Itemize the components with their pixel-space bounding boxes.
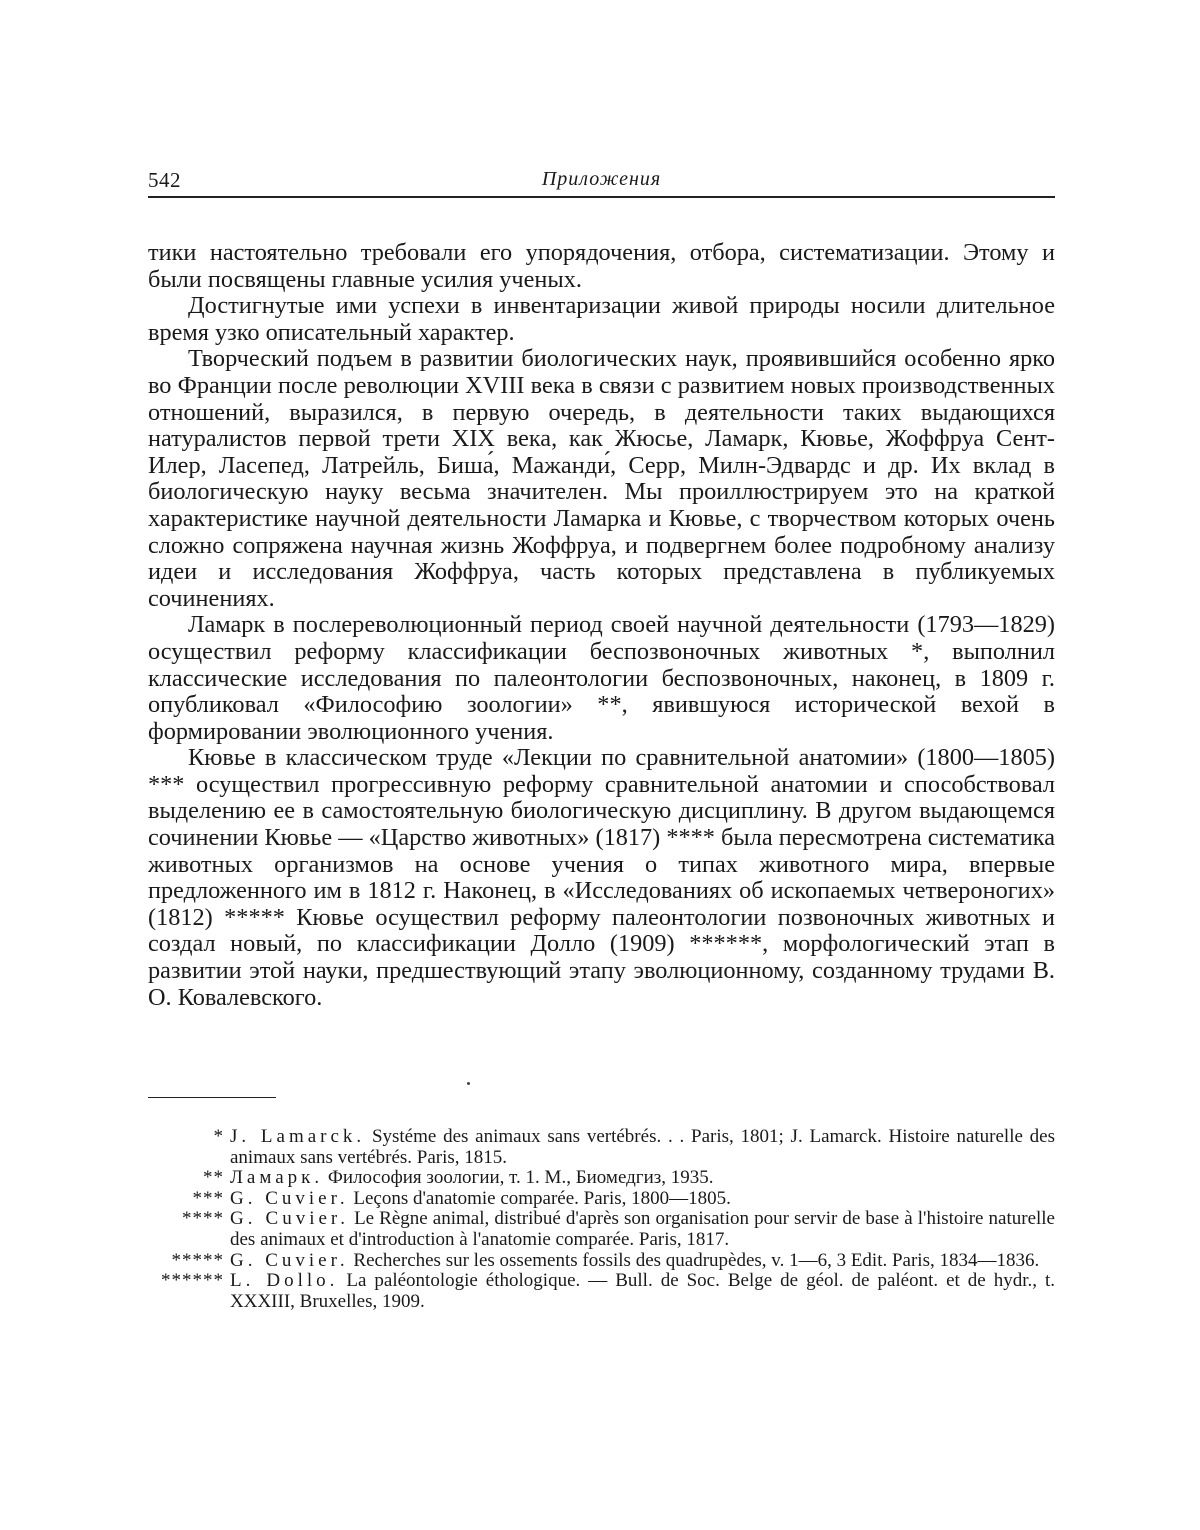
footnote-body: La paléontologie éthologique. — Bull. de Soc. Belge de géol. de paléont. et de hydr., t. XXXIII, Bruxelles, 1909. [230,1270,1056,1312]
paragraph: Кювье в классическом труде «Лекции по сравнительной анатомии» (1800—1805) *** осуществил прогрессивную реформу сравнительной анатомии и способствовал выделению ее в самостоятельную биологическую дисциплину. В другом выдающемся сочинении Кювье — «Царство животных» (1817) **** была пересмотрена систематика животных организмов на основе учения о типах животного мира, впервые предложенного им в 1812 г. Наконец, в «Исследованиях об ископаемых четвероногих» (1812) ***** Кювье осуществил реформу палеонтологии позвоночных животных и создал новый, по классификации Долло (1909) ******, морфологический этап в развитии этой науки, предшествующий этапу эволюционному, созданному трудами В. О. Ковалевского. [148,744,1055,1011]
footnote-body: Recherches sur les ossements fossils des quadrupèdes, v. 1—6, 3 Edit. Paris, 1834—1836. [353,1249,1040,1271]
footnote-text [230,1168,1055,1189]
footnote-text [230,1127,1055,1168]
footnote-body: Systéme des animaux sans vertébrés. . . Paris, 1801; J. Lamarck. Histoire naturelle des animaux sans vertébrés. Paris, 1815. [230,1126,1056,1168]
footnote-mark: ** [203,1167,224,1189]
footnote-body: Философия зоологии, т. 1. М., Биомедгиз, 1935. [327,1167,714,1189]
running-title: Приложения [541,168,662,190]
book-page [148,160,1056,1312]
footnote-mark: ***** [171,1249,224,1271]
footnote-text [230,1189,1055,1210]
footnote [148,1127,1055,1168]
footnote-body: Leçons d'anatomie comparée. Paris, 1800—1805. [353,1187,731,1209]
footnote-mark: *** [192,1187,224,1209]
footnote-text [230,1251,1055,1272]
footnote-body: Le Règne animal, distribué d'après son organisation pour servir de base à l'histoire naturelle des animaux et d'introduction à l'anatomie comparée. Paris, 1817. [230,1208,1055,1250]
footnote-text [230,1271,1055,1312]
paragraph: Достигнутые ими успехи в инвентаризации живой природы носили длительное время узко описательный характер. [148,292,1055,346]
page-number: 542 [148,168,181,192]
footnote-mark: ****** [161,1270,224,1292]
footnote [148,1271,1055,1312]
paragraph: Творческий подъем в развитии биологических наук, проявившийся особенно ярко во Франции после революции XVIII века в связи с развитием новых производственных отношений, выразился, в первую очередь, в деятельности таких выдающихся натуралистов первой трети XIX века, как Жюсье, Ламарк, Кювье, Жоффруа Сент-Илер, Ласепед, Латрейль, Биша́, Мажанди́, Серр, Милн-Эдвардс и др. Их вклад в биологическую науку весьма значителен. Мы проиллюстрируем это на краткой характеристике научной деятельности Ламарка и Кювье, с творчеством которых очень сложно сопряжена научная жизнь Жоффруа, и подвергнем более подробному анализу идеи и исследования Жоффруа, часть которых представлена в публикуемых сочинениях. [148,345,1055,612]
footnote-divider [148,1097,276,1098]
footnote-author: G. Cuvier. [230,1208,349,1230]
footnote-author: J. Lamarck. [230,1126,366,1147]
footnote [148,1209,1055,1250]
footnote-author: L. Dollo. [230,1270,339,1292]
footnote-author: G. Cuvier. [230,1187,349,1209]
stray-dot [467,1082,470,1085]
footnote-author: Ламарк. [230,1167,324,1189]
footnote-mark: * [213,1126,224,1147]
paragraph: тики настоятельно требовали его упорядочения, отбора, систематизации. Этому и были посвящены главные усилия ученых. [148,239,1055,293]
body-text [148,240,1055,1011]
paragraph: Ламарк в послереволюционный период своей научной деятельности (1793—1829) осуществил реформу классификации беспозвоночных животных *, выполнил классические исследования по палеонтологии беспозвоночных, наконец, в 1809 г. опубликовал «Философию зоологии» **, явившуюся исторической вехой в формировании эволюционного учения. [148,611,1055,745]
footnote [148,1189,1055,1210]
footnote-author: G. Cuvier. [230,1249,349,1271]
footnote-mark: **** [182,1208,224,1230]
footnote-text [230,1209,1055,1250]
footnote [148,1251,1055,1272]
footnote [148,1168,1055,1189]
footnotes [148,1127,1055,1312]
running-head [148,160,1055,198]
